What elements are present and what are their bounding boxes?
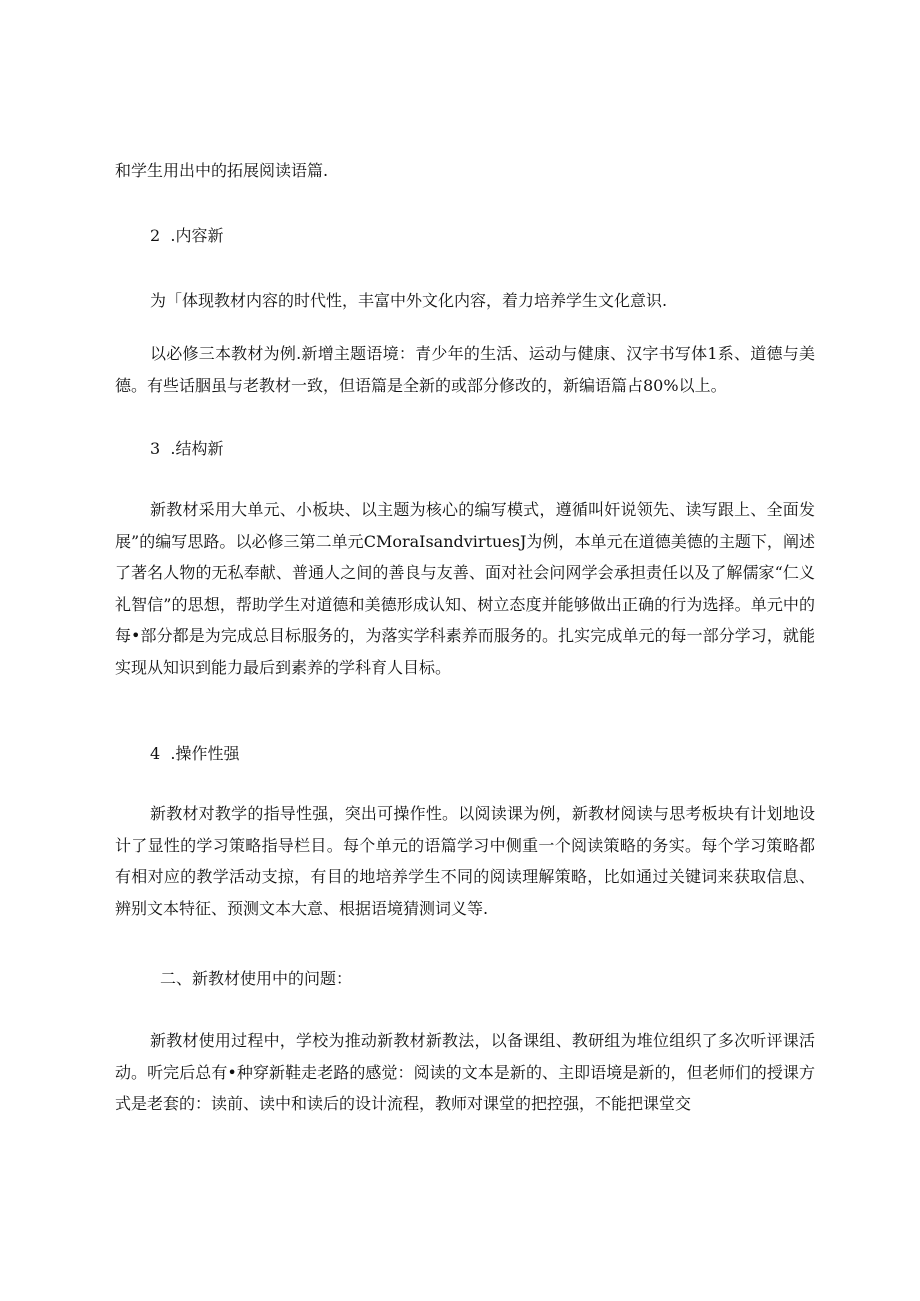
paragraph-content-purpose: 为「体现教材内容的时代性，丰富中外文化内容，着力培养学生文化意识.	[150, 291, 668, 310]
paragraph-problems: 新教材使用过程中，学校为推动新教材新教法，以备课组、教研组为堆位组织了多次听评课活动。听完后总有•种穿新鞋走老路的感觉：阅读的文本是新的、主即语境是新的，但老师们的授课方式是老套的：读前、读中和读后的设计流程，教师对课堂的把控强，不能把课堂交	[115, 1031, 815, 1113]
section-heading-operability: 4 .操作性强	[150, 744, 240, 763]
paragraph-continuation: 和学生用出中的拓展阅读语篇.	[115, 161, 329, 180]
section-heading-structure-new: 3 .结构新	[150, 439, 224, 458]
section-heading-problems: 二、新教材使用中的问题：	[160, 969, 353, 988]
paragraph-operability: 新教材对教学的指导性强，突出可操作性。以阅读课为例，新教材阅读与思考板块有计划地设计了显性的学习策略指导栏目。每个单元的语篇学习中侧重一个阅读策略的务实。每个学习策略都有相对应的教学活动支掠，有目的地培养学生不同的阅读理解策略，比如通过关键词来获取信息、辨别文本特征、预测文本大意、根据语境猜测词义等.	[115, 804, 815, 918]
section-heading-content-new: 2 .内容新	[150, 226, 224, 245]
paragraph-structure: 新教材采用大单元、小板块、以主题为核心的编写模式，遵循叫奸说领先、读写跟上、全面发展”的编写思路。以必修三第二单元CMoraIsandvirtuesJ为例，本单元在道德美德的主题下，阐述了著名人物的无私奉献、普通人之间的善良与友善、面对社会问网学会承担责任以及了解儒家“仁义礼智信”的思想，帮助学生对道德和美德形成认知、树立态度并能够做出正确的行为选择。单元中的每•部分都是为完成总目标服务的，为落实学科素养而服务的。扎实完成单元的每一部分学习，就能实现从知识到能力最后到素养的学科育人目标。	[115, 500, 815, 677]
paragraph-content-example: 以必修三本教材为例.新增主题语境：青少年的生活、运动与健康、汉字书写体1系、道德与美德。有些话胭虽与老教材一致，但语篇是全新的或部分修改的，新编语篇占80%以上。	[115, 344, 815, 395]
